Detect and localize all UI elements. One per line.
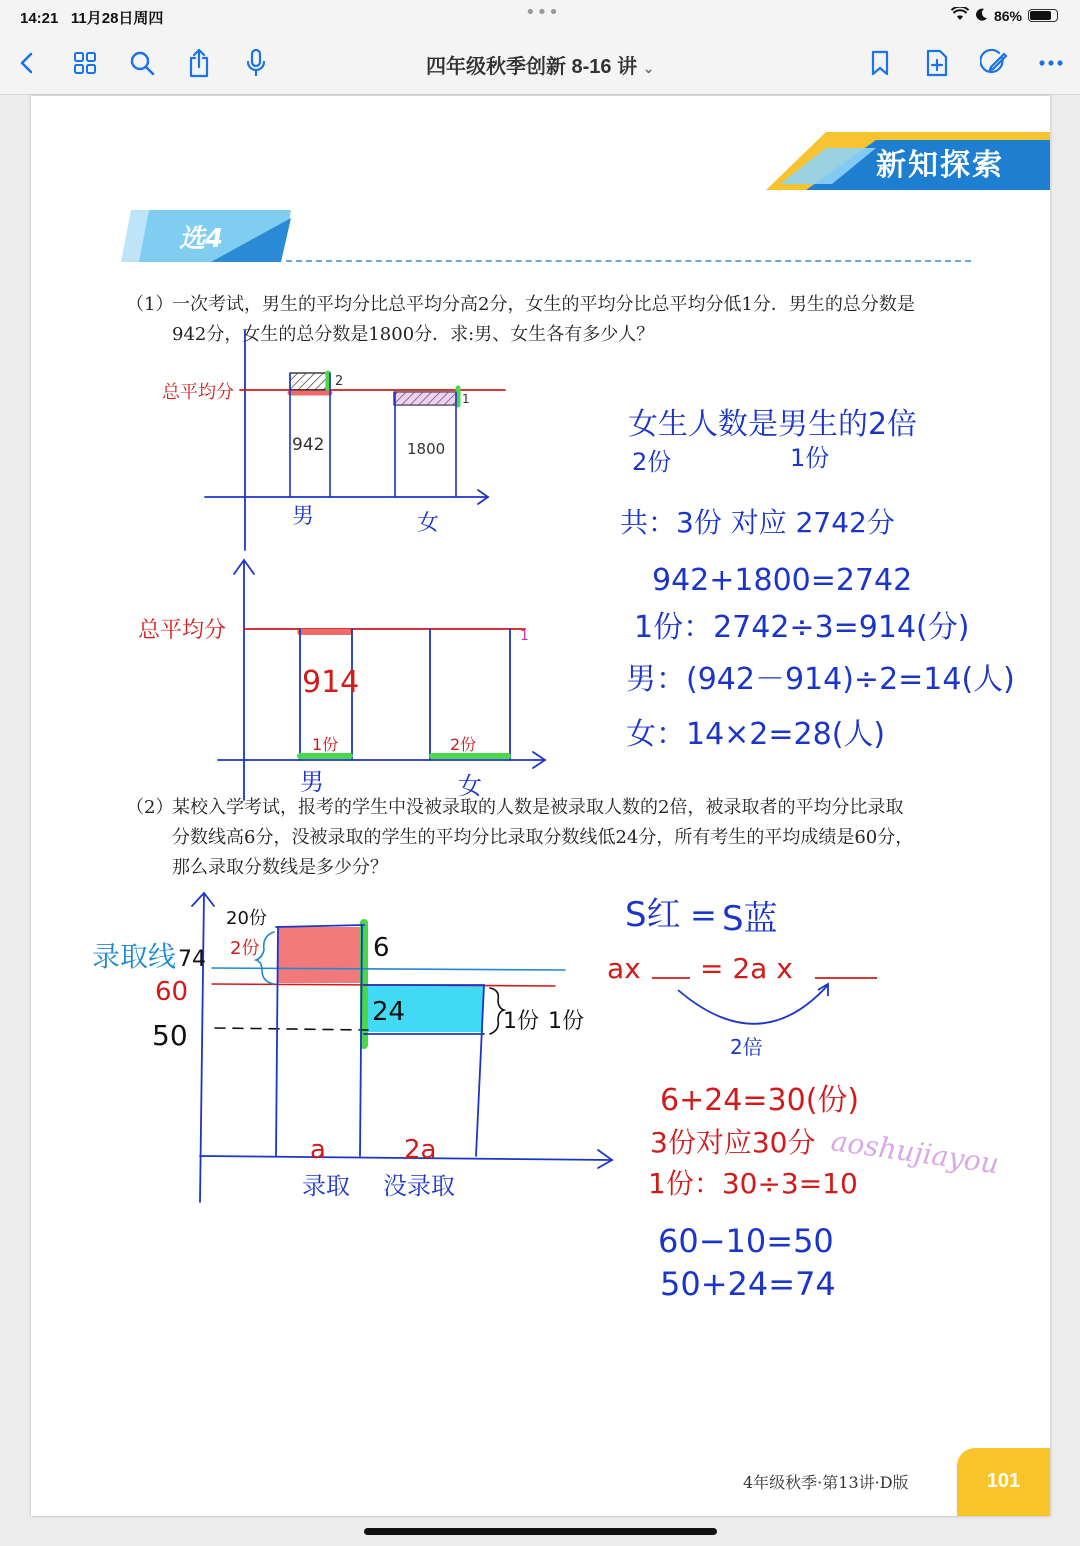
question-1-line2: 942分，女生的总分数是1800分．求:男、女生各有多少人？ <box>172 324 655 345</box>
chevron-down-icon: ⌄ <box>643 61 655 76</box>
question-1-line1: 一次考试，男生的平均分比总平均分高2分，女生的平均分比总平均分低1分．男生的总分数是 <box>172 294 915 315</box>
solution-1 <box>620 407 1015 752</box>
svg-text:= 2a x: = 2a x <box>700 952 793 985</box>
svg-text:942: 942 <box>292 435 325 455</box>
more-button[interactable] <box>1034 46 1068 80</box>
svg-text:没录取: 没录取 <box>383 1172 455 1200</box>
svg-text:2倍: 2倍 <box>730 1035 763 1059</box>
document-title[interactable]: 四年级秋季创新 8-16 讲 ⌄ <box>425 56 655 78</box>
svg-text:2份: 2份 <box>450 735 477 754</box>
svg-text:3份对应30分: 3份对应30分 <box>650 1126 816 1159</box>
svg-text:2份: 2份 <box>632 448 672 476</box>
status-bar <box>0 0 1080 32</box>
diagram-2-labels <box>138 618 529 800</box>
add-page-button[interactable] <box>920 46 954 80</box>
section-tag-label: 选4 <box>179 224 224 254</box>
svg-text:6+24=30(份): 6+24=30(份) <box>660 1083 860 1118</box>
svg-text:24: 24 <box>372 997 406 1027</box>
svg-text:S红: S红 <box>625 895 681 935</box>
question-2-line1: 某校入学考试，报考的学生中没被录取的人数是被录取人数的2倍，被录取者的平均分比录取 <box>172 797 904 818</box>
svg-text:a: a <box>310 1135 326 1165</box>
battery-percent: 86% <box>993 7 1022 24</box>
page-number: 101 <box>986 1470 1021 1492</box>
section-banner-title: 新知探索 <box>876 148 1004 183</box>
multitask-dots[interactable]: ••• <box>525 2 560 23</box>
bookmark-icon <box>869 49 891 77</box>
svg-text:1份: 1份 <box>312 735 339 754</box>
status-time: 14:21 11月28日周四 <box>20 10 164 27</box>
svg-text:74: 74 <box>178 947 206 972</box>
svg-text:男: 男 <box>292 504 315 529</box>
svg-text:女生人数是男生的2倍: 女生人数是男生的2倍 <box>628 407 918 442</box>
svg-text:2份: 2份 <box>230 938 260 959</box>
document-page[interactable] <box>31 96 1050 1516</box>
svg-text:男: 男 <box>300 768 324 796</box>
svg-text:1份：30÷3=10: 1份：30÷3=10 <box>648 1167 858 1200</box>
app-toolbar <box>0 32 1080 95</box>
wifi-icon <box>951 7 969 24</box>
solution-2 <box>607 895 877 1303</box>
svg-text:S蓝: S蓝 <box>722 899 778 939</box>
markup-button[interactable] <box>977 46 1011 80</box>
battery-icon <box>1028 9 1058 22</box>
bookmark-button[interactable] <box>863 46 897 80</box>
watermark: aoshujiayou <box>829 1124 1002 1181</box>
svg-text:录取线: 录取线 <box>92 940 177 973</box>
pen-circle-icon <box>980 49 1008 77</box>
svg-text:1份: 1份 <box>790 444 830 472</box>
svg-text:2: 2 <box>335 374 344 389</box>
svg-text:共：3份 对应 2742分: 共：3份 对应 2742分 <box>620 506 895 539</box>
question-2-line2: 分数线高6分，没被录取的学生的平均分比录取分数线低24分，所有考生的平均成绩是60分， <box>172 827 914 848</box>
svg-text:60: 60 <box>155 977 189 1007</box>
svg-text:6: 6 <box>373 933 390 963</box>
svg-text:总平均分: 总平均分 <box>138 618 227 643</box>
question-1-number: （1） <box>126 294 174 315</box>
svg-text:1份：2742÷3=914(分): 1份：2742÷3=914(分) <box>634 610 970 645</box>
svg-text:1800: 1800 <box>407 440 446 458</box>
svg-text:1份: 1份 <box>548 1009 584 1034</box>
svg-text:914: 914 <box>302 665 360 700</box>
home-indicator[interactable] <box>364 1528 717 1535</box>
svg-text:50: 50 <box>152 1019 188 1052</box>
ellipsis-icon <box>1038 59 1064 67</box>
page-number-badge <box>957 1448 1050 1516</box>
svg-text:1份: 1份 <box>503 1009 539 1034</box>
page-footer: 4年级秋季·第13讲·D版 <box>743 1473 909 1492</box>
svg-text:2a: 2a <box>404 1135 437 1165</box>
svg-text:1: 1 <box>520 628 529 644</box>
svg-text:1: 1 <box>462 392 470 406</box>
question-2-number: （2） <box>126 797 174 818</box>
svg-text:女: 女 <box>458 772 482 800</box>
diagram-2 <box>218 560 545 800</box>
svg-text:ax: ax <box>607 952 641 985</box>
svg-text:女: 女 <box>417 511 440 536</box>
avg-score-label: 总平均分 <box>162 382 234 403</box>
svg-text:50+24=74: 50+24=74 <box>660 1265 836 1303</box>
question-2-line3: 那么录取分数线是多少分？ <box>172 857 388 878</box>
svg-text:女：14×2=28(人): 女：14×2=28(人) <box>626 717 886 752</box>
moon-icon <box>975 8 988 24</box>
handwriting-layer <box>31 96 1050 1516</box>
svg-text:=: = <box>690 896 717 934</box>
svg-text:20份: 20份 <box>226 908 267 929</box>
status-right <box>951 7 1058 24</box>
svg-text:录取: 录取 <box>302 1172 350 1200</box>
svg-text:男：(942－914)÷2=14(人): 男：(942－914)÷2=14(人) <box>626 662 1015 697</box>
svg-text:942+1800=2742: 942+1800=2742 <box>652 563 913 598</box>
add-document-icon <box>925 49 949 77</box>
diagram-1 <box>205 330 505 550</box>
svg-text:60−10=50: 60−10=50 <box>658 1222 834 1260</box>
